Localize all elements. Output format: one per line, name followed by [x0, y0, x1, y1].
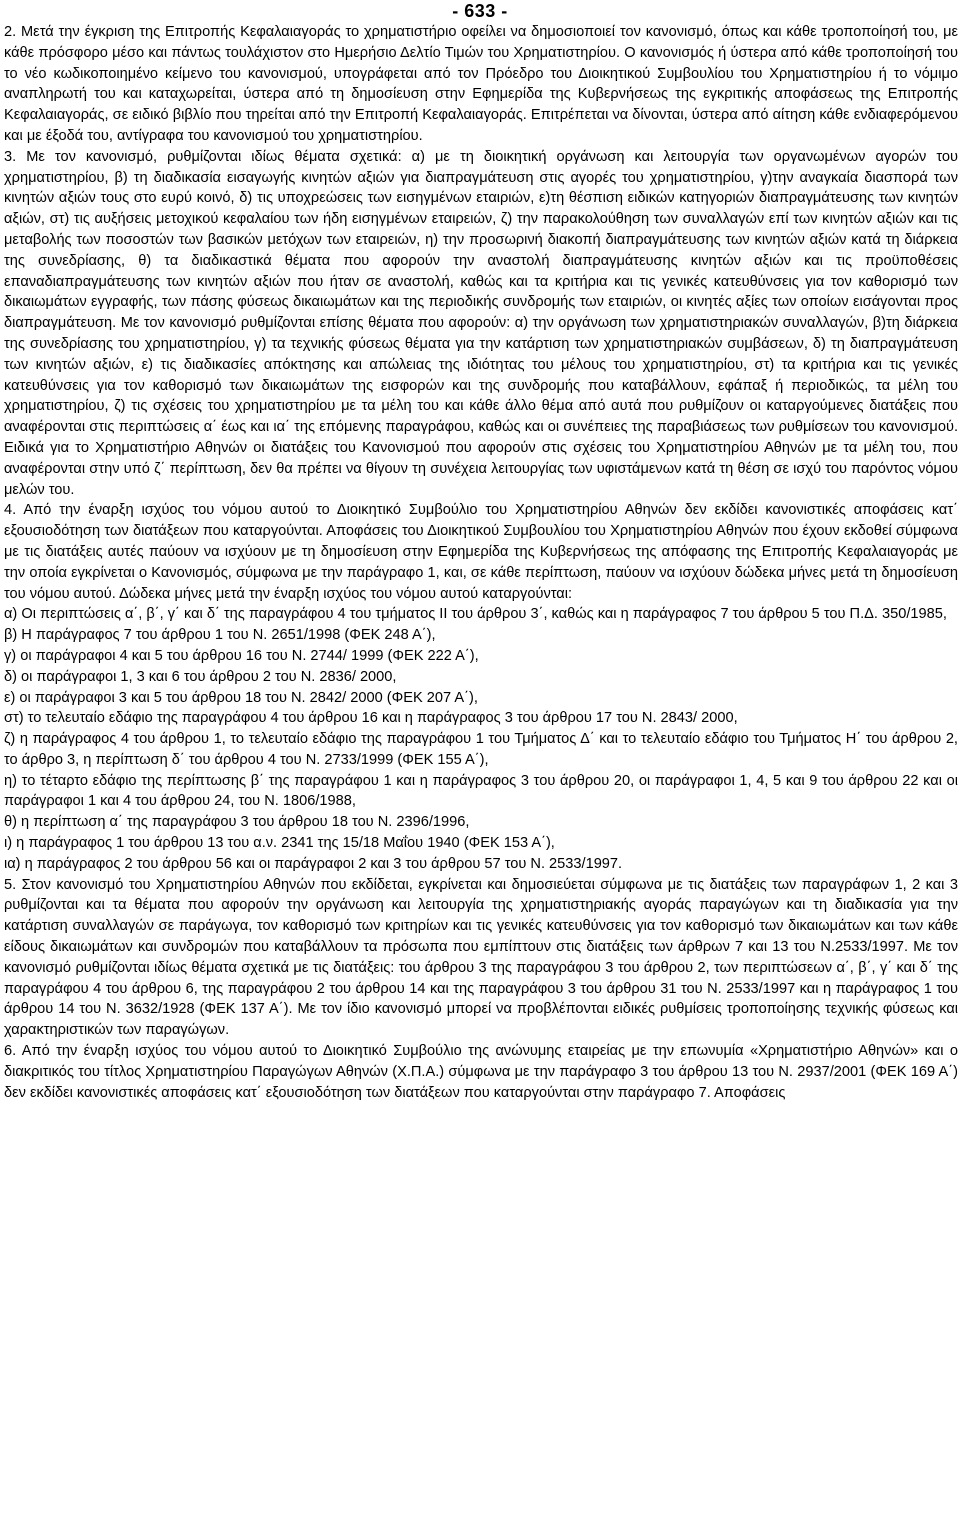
- list-item-iota: ι) η παράγραφος 1 του άρθρου 13 του α.ν. 2341 της 15/18 Μαΐου 1940 (ΦΕΚ 153 Α΄),: [4, 835, 555, 852]
- list-item-st: στ) το τελευταίο εδάφιο της παραγράφου 4 του άρθρου 16 και η παράγραφος 3 του άρθρου 17 του Ν. 2843/ 2000,: [4, 710, 738, 727]
- list-item-b: β) Η παράγραφος 7 του άρθρου 1 του Ν. 2651/1998 (ΦΕΚ 248 Α΄),: [4, 627, 436, 644]
- list-item-e: ε) οι παράγραφοι 3 και 5 του άρθρου 18 του Ν. 2842/ 2000 (ΦΕΚ 207 Α΄),: [4, 689, 478, 706]
- list-item-a: α) Οι περιπτώσεις α΄, β΄, γ΄ και δ΄ της παραγράφου 4 του τμήματος ΙΙ του άρθρου 3΄, καθώς και η παράγραφος 7 του άρθρου 5 του Π.Δ. 350/1985,: [4, 606, 947, 623]
- paragraph-4: 4. Από την έναρξη ισχύος του νόμου αυτού το Διοικητικό Συμβούλιο του Χρηματιστηρίου Αθηνών δεν εκδίδει κανονιστικές αποφάσεις κατ΄ εξουσιοδότηση των διατάξεων που καταργούνται. Αποφάσεις του Διοικητικού Συμβουλίου του Χρηματιστηρίου Αθηνών που έχουν εκδοθεί σύμφωνα με τις διατάξεις αυτές παύουν να ισχύουν με τη δημοσίευση στην Εφημερίδα της Κυβερνήσεως της απόφασης της Επιτροπής Κεφαλαιαγοράς με την οποία εγκρίνεται ο Κανονισμός, σύμφωνα με την παράγραφο 1, και, σε κάθε περίπτωση, παύουν να ισχύουν δώδεκα μήνες μετά τη δημοσίευση του νόμου αυτού. Δώδεκα μήνες μετά την έναρξη ισχύος του νόμου αυτού καταργούνται:: [4, 502, 958, 602]
- list-item-d: δ) οι παράγραφοι 1, 3 και 6 του άρθρου 2 του Ν. 2836/ 2000,: [4, 668, 397, 685]
- list-item-c: γ) οι παράγραφοι 4 και 5 του άρθρου 16 του Ν. 2744/ 1999 (ΦΕΚ 222 Α΄),: [4, 647, 479, 664]
- list-item-z: ζ) η παράγραφος 4 του άρθρου 1, το τελευταίο εδάφιο της παραγράφου 1 του Τμήματος Δ΄ και το τελευταίο εδάφιο του Τμήματος Η΄ του άρθρου 2, το άρθρο 3, η περίπτωση δ΄ του άρθρου 4 του Ν. 2733/1999 (ΦΕΚ 155 Α΄),: [4, 731, 958, 768]
- paragraph-5: 5. Στον κανονισμό του Χρηματιστηρίου Αθηνών που εκδίδεται, εγκρίνεται και δημοσιεύεται σύμφωνα με τις διατάξεις των παραγράφων 1, 2 και 3 ρυθμίζονται και τα θέματα που αφορούν την οργάνωση και λειτουργία της χρηματιστηριακής αγοράς παραγώγων και τη διαδικασία για την κατάρτιση συναλλαγών σε παράγωγα, τον καθορισμό των κριτηρίων και τις γενικές κατευθύνσεις για τον καθορισμό των δικαιωμάτων και των κάθε είδους δικαιωμάτων και συνδρομών που καταβάλλουν τα πρόσωπα που εμπίπτουν στις διατάξεις των άρθρων 7 και 13 του Ν.2533/1997. Με τον κανονισμό ρυθμίζονται ιδίως θέματα σχετικά με τις διατάξεις: του άρθρου 3 της παραγράφου 3 του άρθρου 2, των περιπτώσεων α΄, β΄, γ΄ και δ΄ της παραγράφου 4 του άρθρου 6, της παραγράφου 2 του άρθρου 14 και της παραγράφου 3 του άρθρου 31 του Ν. 2533/1997 και η παράγραφος 1 του άρθρου 14 του Ν. 3632/1928 (ΦΕΚ 137 Α΄). Με τον ίδιο κανονισμό μπορεί να προβλέπονται ειδικές ρυθμίσεις τροποποίησης τεχνικής φύσεως και χαρακτηριστικών των παραγώγων.: [4, 876, 958, 1039]
- list-item-th: θ) η περίπτωση α΄ της παραγράφου 3 του άρθρου 18 του Ν. 2396/1996,: [4, 814, 470, 831]
- paragraph-3: 3. Με τον κανονισμό, ρυθμίζονται ιδίως θέματα σχετικά: α) με τη διοικητική οργάνωση και λειτουργία των οργανωμένων αγορών του χρηματιστηρίου, β) τη διαδικασία εισαγωγής κινητών αξιών για διαπραγμάτευση στις αγορές του χρηματιστηρίου, γ)την αναγκαία διασπορά των κινητών αξιών τους στο ευρύ κοινό, δ) τις υποχρεώσεις των εισηγμένων εταιριών, ε)τη θέσπιση ειδικών κατηγοριών διαπραγμάτευσης των κινητών αξιών, στ) τις αυξήσεις μετοχικού κεφαλαίου των ήδη εισηγμένων εταιρειών, ζ) την παρακολούθηση των συναλλαγών επί των κινητών αξιών και τις μεταβολής των ποσοστών των βασικών μετόχων των εταιρειών, η) την προσωρινή διακοπή διαπραγμάτευσης των κινητών αξιών κατά τη διάρκεια της συνεδρίασης, θ) τα διαδικαστικά θέματα που αφορούν την αναστολή διαπραγμάτευσης κινητών αξιών και τις προϋποθέσεις επαναδιαπραγμάτευσης των κινητών αξιών που ήταν σε αναστολή, καθώς και τα κριτήρια και τις γενικές κατευθύνσεις για τον καθορισμό των δικαιωμάτων εγγραφής, των πάσης φύσεως δικαιωμάτων και της περιοδικής συνδρομής των εταιριών, οι κινητές αξίες των οποίων εισάγονται προς διαπραγμάτευση. Με τον κανονισμό ρυθμίζονται επίσης θέματα που αφορούν: α) την οργάνωση των χρηματιστηριακών συναλλαγών, β)τη διάρκεια της συνεδρίασης του χρηματιστηρίου, γ) τα τεχνικής φύσεως θέματα για την κατάρτιση των χρηματιστηριακών συμβάσεων, δ) τη διαπραγμάτευση των κινητών αξιών, ε) τις διαδικασίες απόκτησης και απώλειας της ιδιότητας του μέλους του χρηματιστηρίου, στ) τα κριτήρια και τις γενικές κατευθύνσεις για τον καθορισμό των δικαιωμάτων της εισφορών και της συνδρομής που καταβάλλουν, εφάπαξ ή περιοδικώς, τα μέλη του χρηματιστηρίου, ζ) τις σχέσεις του χρηματιστηρίου με τα μέλη του και κάθε άλλο θέμα από αυτά που ρυθμίζουν οι καταργούμενες διατάξεις που αναφέρονται στις περιπτώσεις α΄ έως και ια΄ της επόμενης παραγράφου, καθώς και οι συνέπειες της παραβιάσεως των ρυθμίσεων του κανονισμού. Ειδικά για το Χρηματιστήριο Αθηνών οι διατάξεις του Κανονισμού που αφορούν στις σχέσεις του Χρηματιστηρίου Αθηνών με τα μέλη του, που αναφέρονται στην υπό ζ΄ περίπτωση, δεν θα πρέπει να θίγουν τη συνέχεια λειτουργίας των υφιστάμενων κατά τη θέση σε ισχύ του παρόντος νόμου μελών του.: [4, 148, 958, 498]
- paragraph-2: 2. Μετά την έγκριση της Επιτροπής Κεφαλαιαγοράς το χρηματιστήριο οφείλει να δημοσιοποιεί τον κανονισμό, όπως και κάθε τροποποίησή του, με κάθε πρόσφορο μέσο και πάντως τουλάχιστον στο Ημερήσιο Δελτίο Τιμών του Χρηματιστηρίου. Ο κανονισμός ή ύστερα από κάθε τροποποίησή του το νέο κωδικοποιημένο κείμενο του κανονισμού, υπογράφεται από τον Πρόεδρο του Διοικητικού Συμβουλίου του Χρηματιστηρίου ή το νόμιμο αναπληρωτή του και καταχωρείται, ύστερα από τη δημοσίευση στην Εφημερίδα της Κυβερνήσεως της εγκριτικής αποφάσεως της Επιτροπής Κεφαλαιαγοράς, σε ειδικό βιβλίο που τηρείται από την Επιτροπή Κεφαλαιαγοράς. Επιτρέπεται να δίνονται, ύστερα από αίτηση κάθε ενδιαφερόμενου και με έξοδά του, αντίγραφα του κανονισμού του χρηματιστηρίου.: [4, 24, 958, 144]
- list-item-i: η) το τέταρτο εδάφιο της περίπτωσης β΄ της παραγράφου 1 και η παράγραφος 3 του άρθρου 20, οι παράγραφοι 1, 4, 5 και 9 του άρθρου 22 και οι παράγραφοι 1 και 4 του άρθρου 24, του Ν. 1806/1988,: [4, 772, 958, 810]
- page-number: - 633 -: [452, 1, 508, 21]
- list-item-ia: ια) η παράγραφος 2 του άρθρου 56 και οι παράγραφοι 2 και 3 του άρθρου 57 του Ν. 2533/1997.: [4, 855, 623, 872]
- paragraph-6: 6. Από την έναρξη ισχύος του νόμου αυτού το Διοικητικό Συμβούλιο της ανώνυμης εταιρείας με την επωνυμία «Χρηματιστήριο Αθηνών» και ο διακριτικός του τίτλος Χρηματιστηρίου Παραγώγων Αθηνών (Χ.Π.Α.) σύμφωνα με την παράγραφο 3 του άρθρου 13 του Ν. 2937/2001 (ΦΕΚ 169 Α΄) δεν εκδίδει κανονιστικές αποφάσεις κατ΄ εξουσιοδότηση των διατάξεων που καταργούνται στην παράγραφο 7. Αποφάσεις: [4, 1043, 958, 1101]
- document-body: [0, 22, 960, 1103]
